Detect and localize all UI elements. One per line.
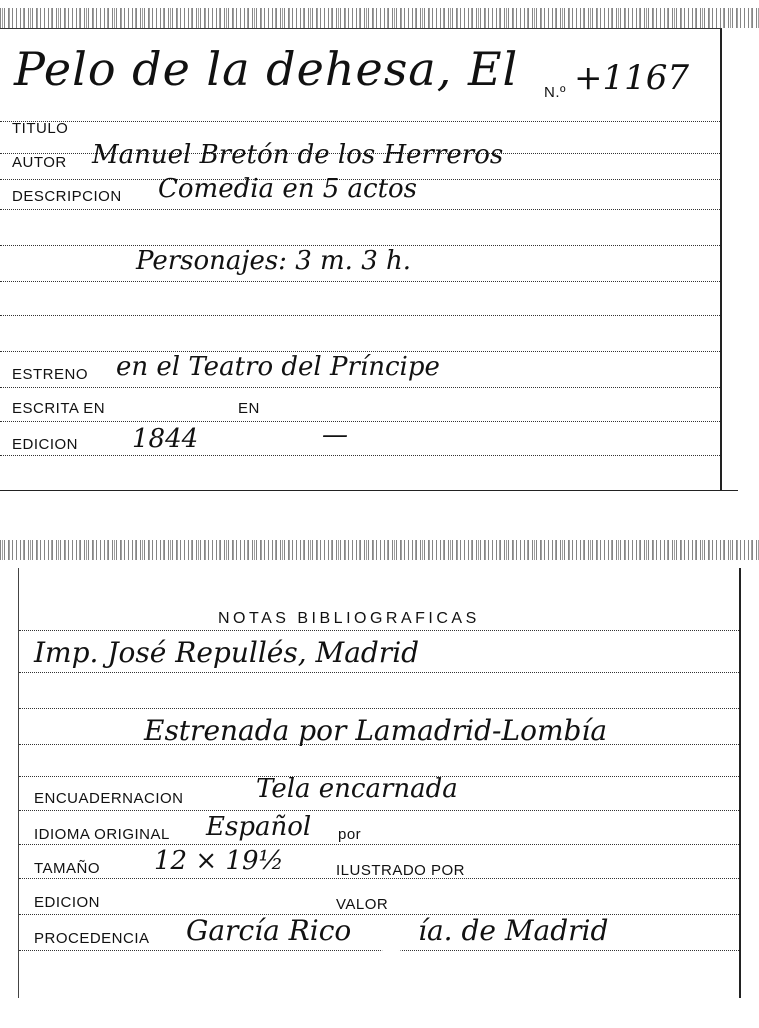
notas-heading: NOTAS BIBLIOGRAFICAS xyxy=(218,610,480,627)
edicion-back-label: EDICION xyxy=(34,894,101,911)
rule xyxy=(19,630,739,631)
rule xyxy=(19,844,739,845)
en-label: EN xyxy=(238,400,260,417)
rule xyxy=(19,914,739,915)
rule xyxy=(0,421,720,422)
titulo-label: TITULO xyxy=(12,120,69,137)
autor-label: AUTOR xyxy=(12,154,67,171)
rule xyxy=(0,121,720,122)
edicion-dash: — xyxy=(322,420,348,450)
valor-label: VALOR xyxy=(336,896,389,913)
escrita-en-label: ESCRITA EN xyxy=(12,400,106,417)
tamano-label: TAMAÑO xyxy=(34,860,101,877)
rule xyxy=(19,708,739,709)
procedencia-value-b: ía. de Madrid xyxy=(418,914,609,947)
rule xyxy=(0,387,720,388)
card-bottom-edge xyxy=(0,490,738,491)
idioma-original-label: IDIOMA ORIGINAL xyxy=(34,826,170,843)
redacted-area xyxy=(368,918,414,952)
tamano-value: 12 × 19½ xyxy=(154,846,284,876)
rule xyxy=(0,209,720,210)
rule xyxy=(19,672,739,673)
card-title-handwritten: Pelo de la dehesa, El xyxy=(14,42,519,96)
encuadernacion-label: ENCUADERNACION xyxy=(34,790,184,807)
por-label: por xyxy=(338,826,362,843)
estreno-value: en el Teatro del Príncipe xyxy=(116,352,440,382)
scan-border-middle xyxy=(0,540,759,560)
descripcion-value: Comedia en 5 actos xyxy=(158,174,418,204)
procedencia-value-a: García Rico xyxy=(186,914,352,947)
rule xyxy=(0,281,720,282)
estreno-label: ESTRENO xyxy=(12,366,89,383)
rule xyxy=(0,315,720,316)
rule xyxy=(19,810,739,811)
catalog-number-handwritten: +1167 xyxy=(574,58,690,98)
note-line-1: Imp. José Repullés, Madrid xyxy=(34,636,420,669)
ilustrado-por-label: ILUSTRADO POR xyxy=(336,862,466,879)
procedencia-label: PROCEDENCIA xyxy=(34,930,150,947)
personajes-value: Personajes: 3 m. 3 h. xyxy=(136,246,412,276)
descripcion-label: DESCRIPCION xyxy=(12,188,122,205)
edicion-value: 1844 xyxy=(132,424,199,454)
edicion-label: EDICION xyxy=(12,436,79,453)
autor-value: Manuel Bretón de los Herreros xyxy=(92,140,504,170)
rule xyxy=(19,950,739,951)
idioma-original-value: Español xyxy=(206,812,312,842)
encuadernacion-value: Tela encarnada xyxy=(256,774,458,804)
note-line-2: Estrenada por Lamadrid-Lombía xyxy=(144,714,608,747)
number-label: N.º xyxy=(544,84,566,101)
scan-border-top xyxy=(0,8,759,28)
rule xyxy=(0,455,720,456)
